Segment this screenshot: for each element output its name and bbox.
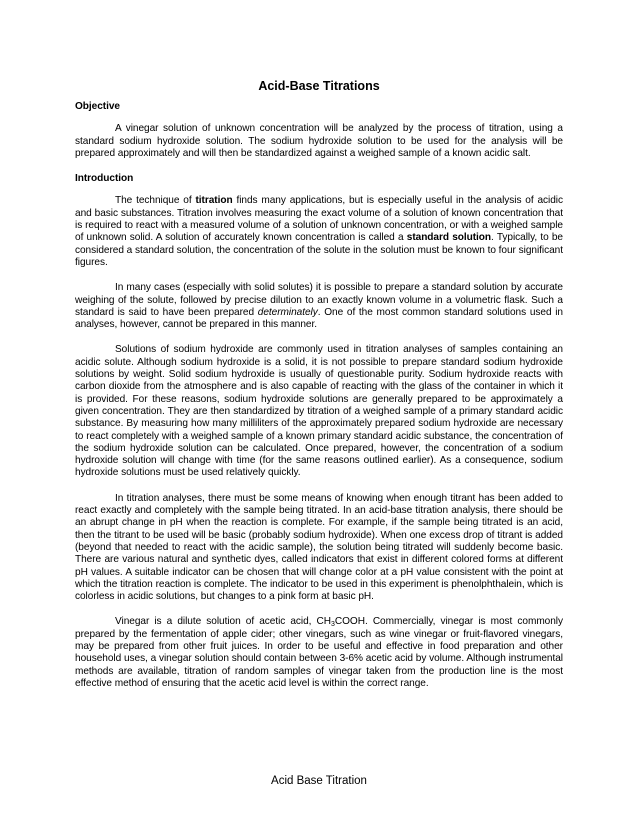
text-run: In many cases (especially with solid solutes) it is possible to prepare a standard solution by accurate weighing of the solute, followed by precise dilution to an exactly known volume in a volumetric flask. Such a standard is said to have been prepared — [75, 282, 563, 318]
page-footer: Acid Base Titration — [271, 775, 367, 787]
document-title: Acid-Base Titrations — [258, 79, 380, 93]
text-run: finds many applications, but is especially useful in the analysis of acidic and basic substances. Titration involves measuring the exact volume of a solution of known concentration that is required to react with a measured volume of a solution of unknown concentration, or with a weighed sample of unknown solid. A solution of accurately known concentration is called a — [75, 195, 563, 244]
term-standard-solution: standard solution — [406, 232, 492, 244]
subscript-3: 3 — [331, 621, 335, 629]
term-determinately: determinately — [257, 306, 318, 318]
introduction-heading: Introduction — [75, 173, 134, 185]
introduction-paragraph-4: In titration analyses, there must be some means of knowing when enough titrant has been added to react exactly and completely with the sample being titrated. In an acid-base titration analysis, there should be an abrupt change in pH when the reaction is complete. For example, if the sample being titrated is an acid, then the titrant to be used will be basic (probably sodium hydroxide). When one excess drop of titrant is added (beyond that needed to react with the acidic sample), the solution being titrated will suddenly become basic. There are various natural and synthetic dyes, called indicators that exist in different colored forms at different pH values. A suitable indicator can be chosen that will change color at a pH value consistent with the point at which the titration reaction is complete. The indicator to be used in this experiment is phenolphthalein, which is colorless in acidic solutions, but changes to a pink form at basic pH. — [75, 492, 563, 603]
introduction-paragraph-3: Solutions of sodium hydroxide are commonly used in titration analyses of samples containing an acidic solute. Although sodium hydroxide is a solid, it is not possible to prepare standard sodium hydroxide solutions by weight. Solid sodium hydroxide is usually of questionable purity. Sodium hydroxide reacts with carbon dioxide from the atmosphere and is also capable of reacting with the glass of the container in which it is provided. For these reasons, sodium hydroxide solutions are generally prepared to be approximately a given concentration. They are then standardized by titration of a weighed sample of a primary standard acidic substance. By measuring how many milliliters of the approximately prepared sodium hydroxide are necessary to react completely with a weighed sample of a known primary standard acidic substance, the concentration of the sodium hydroxide solution can be calculated. Once prepared, however, the concentration of a sodium hydroxide solution will change with time (for the same reasons outlined earlier). As a consequence, sodium hydroxide solutions must be used relatively quickly. — [75, 344, 563, 479]
text-run: . Typically, to be considered a standard solution, the concentration of the solute in the solution must be known to four significant figures. — [75, 232, 563, 268]
objective-paragraph: A vinegar solution of unknown concentration will be analyzed by the process of titration, using a standard sodium hydroxide solution. The sodium hydroxide solution to be used for the analysis will be prepared approximately and will then be standardized against a weighed sample of a known acidic salt. — [75, 123, 563, 159]
introduction-paragraph-1 — [75, 195, 563, 269]
document-body — [75, 101, 563, 703]
term-titration: titration — [195, 195, 233, 207]
objective-heading: Objective — [75, 101, 120, 112]
text-run: COOH. Commercially, vinegar is most commonly prepared by the fermentation of apple cider; other vinegars, such as wine vinegar or fruit-flavored vinegars, may be prepared from other fruit juices. In order to be useful and effective in food preparation and other household uses, a vinegar solution should contain between 3-6% acetic acid by volume. Although instrumental methods are available, titration of random samples of vinegar taken from the production line is the most effective method of ensuring that the acetic acid level is within the correct range. — [75, 616, 563, 689]
introduction-paragraph-5 — [75, 616, 563, 690]
text-run: . One of the most common standard solutions used in analyses, however, cannot be prepared in this manner. — [75, 306, 563, 331]
introduction-paragraph-2 — [75, 282, 563, 331]
text-run: The technique of — [115, 195, 196, 207]
text-run: Vinegar is a dilute solution of acetic acid, CH — [115, 616, 332, 628]
